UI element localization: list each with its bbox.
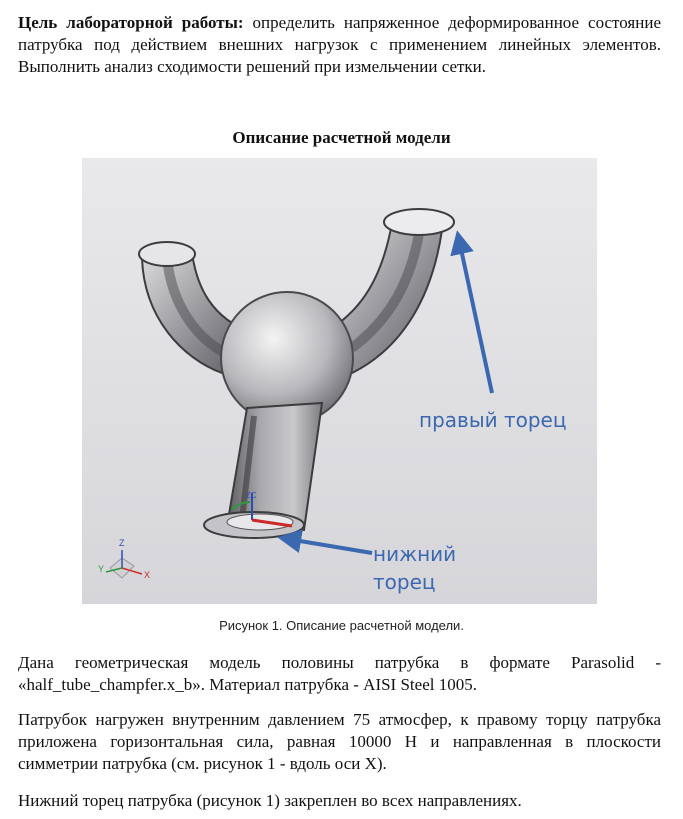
bottom-end-label xyxy=(373,540,456,596)
paragraph-constraints: Нижний торец патрубка (рисунок 1) закреплен во всех направлениях. xyxy=(18,791,522,810)
right-end-label: правый торец xyxy=(419,408,567,432)
triad-x-label: X xyxy=(144,570,151,580)
figure-caption: Рисунок 1. Описание расчетной модели. xyxy=(219,618,464,633)
paragraph-geometry: Дана геометрическая модель половины патрубка в формате Parasolid - «half_tube_champfer.x_b». Материал патрубка - AISI Steel 1005. xyxy=(18,653,661,694)
triad-y-label: Y xyxy=(98,564,105,574)
csys-label: ZC xyxy=(246,491,257,500)
global-triad xyxy=(106,550,142,578)
tube-model-drawing xyxy=(82,158,597,604)
right-end-arrow xyxy=(458,235,492,393)
triad-z-label: Z xyxy=(119,538,125,548)
model-figure xyxy=(82,158,597,604)
bottom-end-label-line1: нижний xyxy=(373,542,457,566)
left-end-face xyxy=(139,242,195,266)
goal-paragraph xyxy=(18,12,661,78)
bottom-end-arrow xyxy=(282,538,372,553)
goal-text: определить напряженное деформированное состояние патрубка под действием внешних нагрузок с применением линейных элементов. Выполнить анализ сходимости решений при измельчении сетки. xyxy=(18,13,661,76)
central-sphere xyxy=(221,292,353,424)
goal-label: Цель лабораторной работы: xyxy=(18,13,244,32)
section-title: Описание расчетной модели xyxy=(232,128,451,147)
paragraph-loads: Патрубок нагружен внутренним давлением 75 атмосфер, к правому торцу патрубка приложена горизонтальная сила, равная 10000 Н и направленная в плоскости симметрии патрубка (см. рисунок 1 - вдоль оси X). xyxy=(18,710,661,773)
right-end-face xyxy=(384,209,454,235)
bottom-end-label-line2: торец xyxy=(373,570,436,594)
